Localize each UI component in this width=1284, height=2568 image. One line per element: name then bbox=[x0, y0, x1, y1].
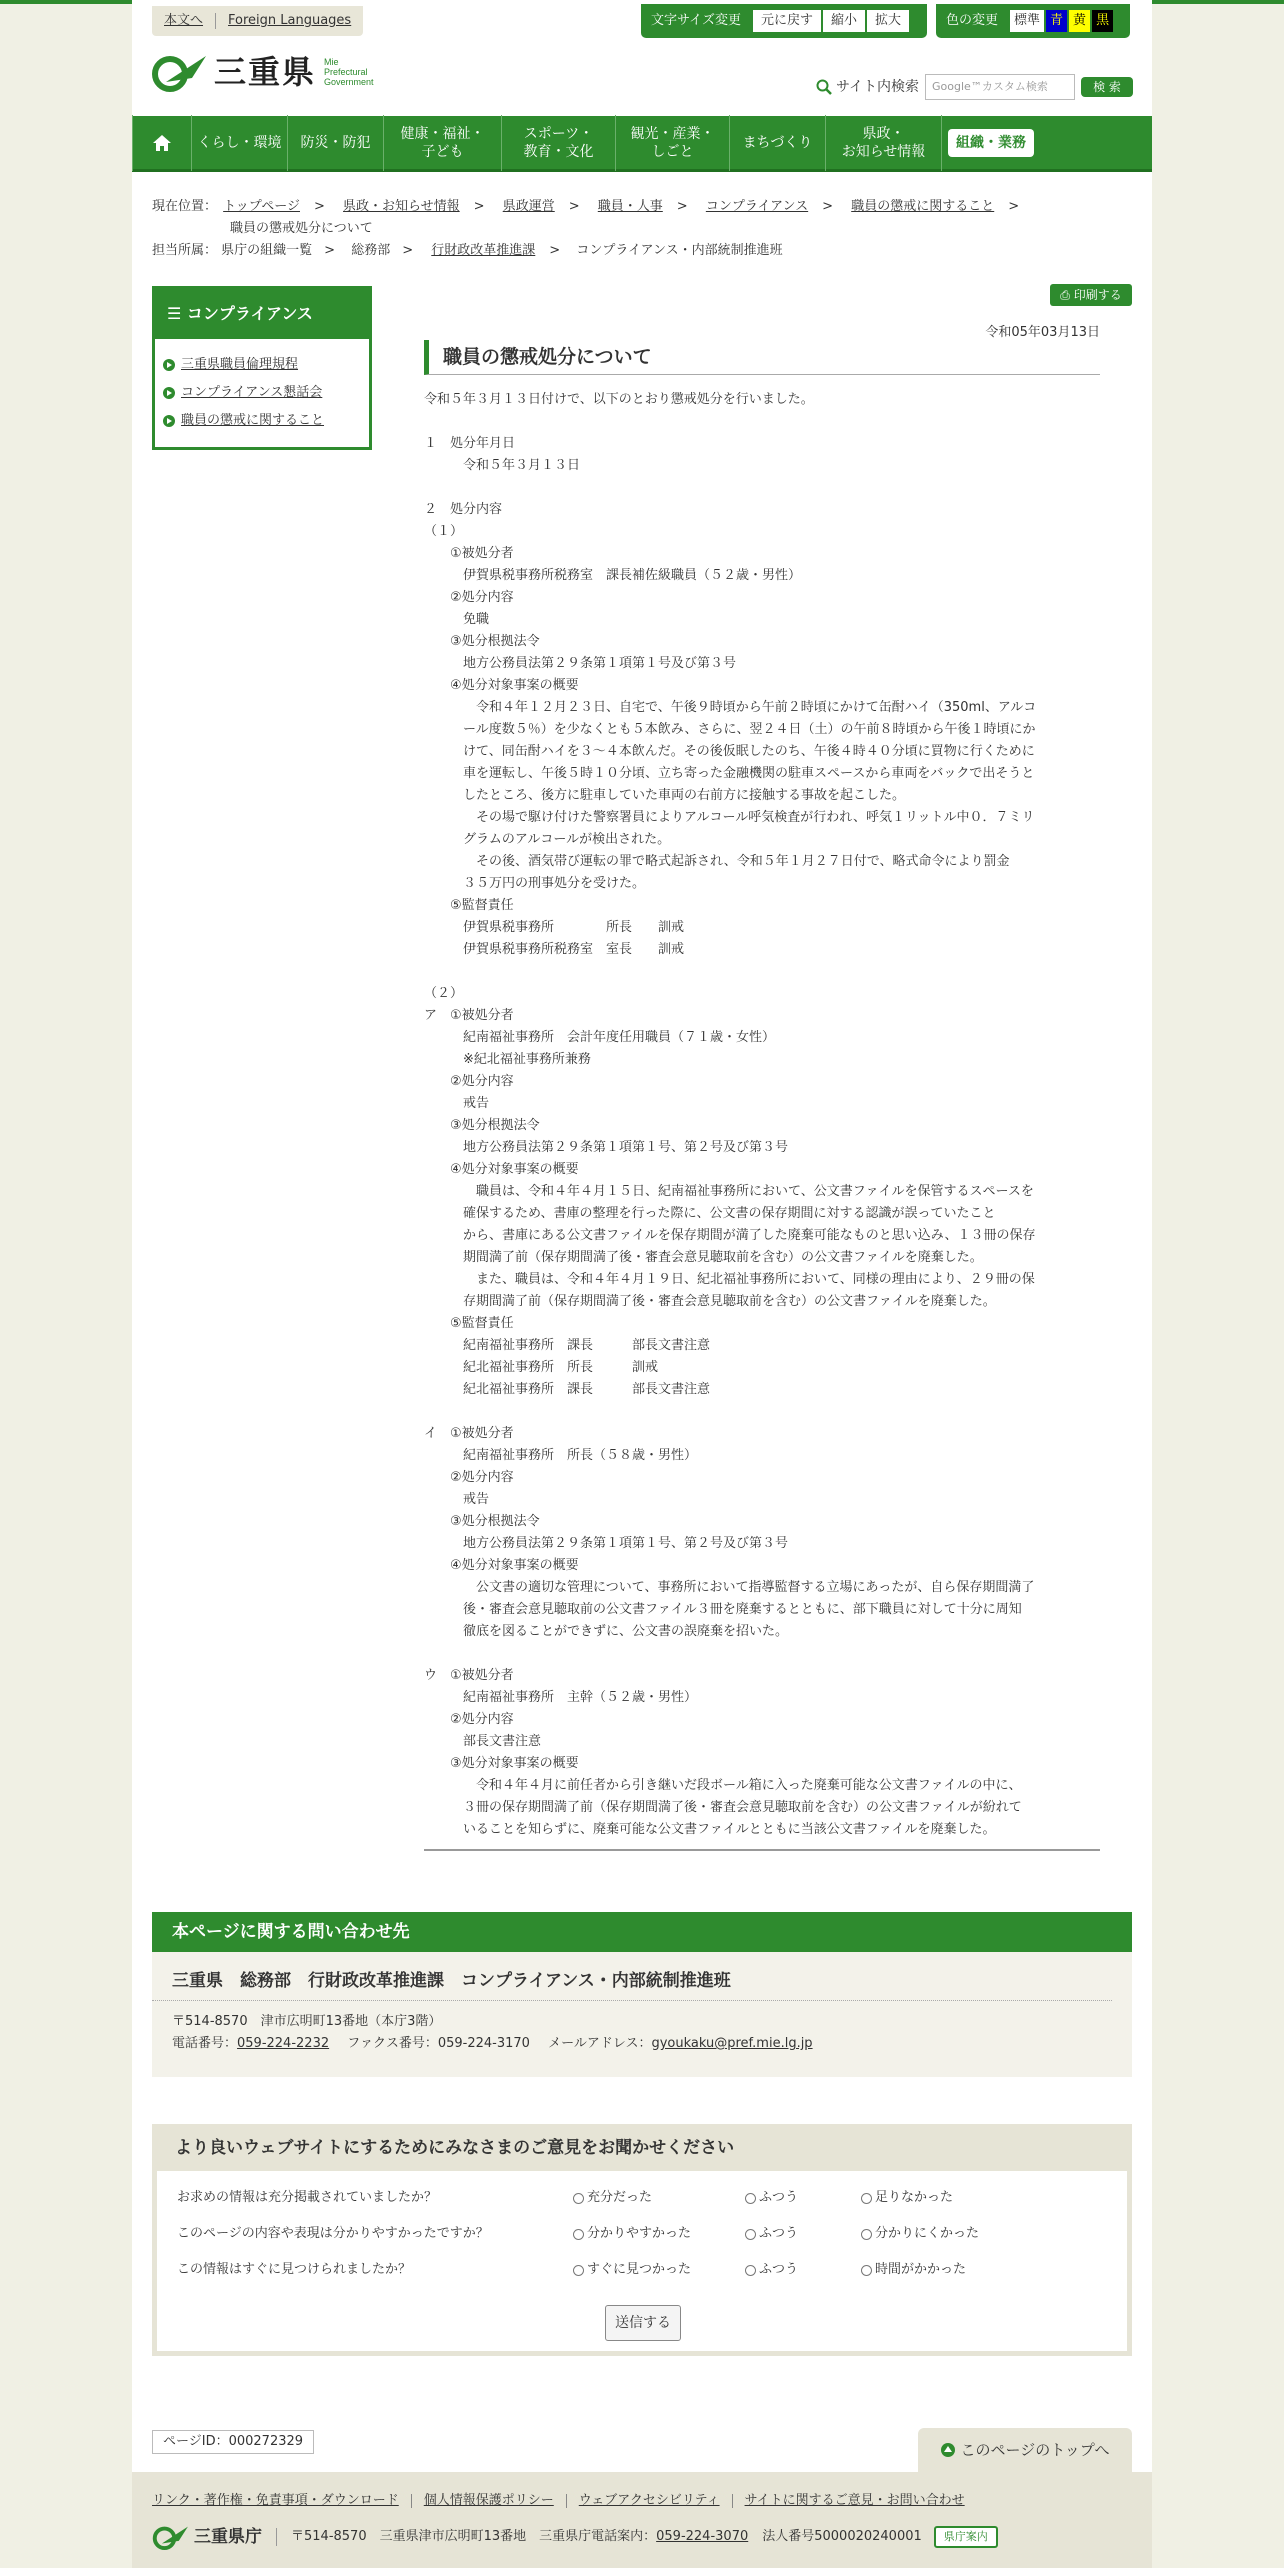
dept-item: 総務部 bbox=[351, 243, 391, 258]
article-line: ④処分対象事案の概要 bbox=[424, 1558, 579, 1573]
radio-icon[interactable] bbox=[861, 2229, 872, 2240]
article-line: ウ ①被処分者 bbox=[424, 1668, 514, 1683]
article-text bbox=[424, 389, 1100, 1841]
breadcrumb-link[interactable]: 県政運営 bbox=[502, 199, 555, 214]
radio-icon[interactable] bbox=[745, 2193, 756, 2204]
footer bbox=[132, 2472, 1152, 2568]
inquiry-title: 本ページに関する問い合わせ先 bbox=[152, 1912, 1132, 1952]
breadcrumb-separator: > bbox=[1008, 199, 1020, 214]
nav-item-bousai[interactable]: 防災・防犯 bbox=[288, 115, 384, 171]
survey-option[interactable] bbox=[745, 2259, 798, 2281]
foreign-languages-link[interactable]: Foreign Languages bbox=[228, 13, 352, 28]
radio-icon[interactable] bbox=[745, 2229, 756, 2240]
page-id: ページID：000272329 bbox=[152, 2430, 314, 2454]
footer-link[interactable]: 個人情報保護ポリシー bbox=[423, 2493, 554, 2508]
article-line: から、書庫にある公文書ファイルを保存期間が満了した廃棄可能なものと思い込み、１３冊の保存 bbox=[424, 1228, 1036, 1243]
footer-info bbox=[152, 2524, 998, 2550]
mie-emblem-icon bbox=[152, 2524, 190, 2550]
article-line: ①被処分者 bbox=[424, 546, 514, 561]
logo-english bbox=[324, 57, 374, 87]
option-label: 分かりにくかった bbox=[875, 2226, 980, 2241]
survey-option[interactable] bbox=[573, 2187, 652, 2209]
feedback-survey bbox=[152, 2124, 1132, 2356]
arrow-bullet-icon bbox=[163, 387, 175, 399]
option-label: 足りなかった bbox=[875, 2190, 954, 2205]
fax-text: ファクス番号：059-224-3170 bbox=[347, 2036, 530, 2051]
search-icon bbox=[816, 79, 832, 95]
print-button[interactable] bbox=[1050, 284, 1132, 306]
office-guide-button[interactable]: 県庁案内 bbox=[934, 2526, 998, 2548]
inquiry-contact bbox=[152, 2033, 1132, 2077]
side-menu-item[interactable] bbox=[163, 383, 365, 403]
color-blue-button[interactable]: 青 bbox=[1046, 10, 1067, 32]
article-line: 紀北福祉事務所 課長 部長文書注意 bbox=[424, 1382, 711, 1397]
breadcrumb-link[interactable]: コンプライアンス bbox=[705, 199, 809, 214]
article-line bbox=[424, 961, 1100, 983]
color-label: 色の変更 bbox=[946, 13, 999, 28]
divider bbox=[566, 2494, 567, 2508]
article-line: ３冊の保存期間満了前（保存期間満了後・審査会意見聴取前を含む）の公文書ファイルが紛れて bbox=[424, 1800, 1022, 1815]
tel-link[interactable]: 059-224-2232 bbox=[237, 2036, 330, 2051]
publish-date: 令和05年03月13日 bbox=[985, 325, 1100, 340]
article-line: 紀南福祉事務所 主幹（５２歳・男性） bbox=[424, 1690, 698, 1705]
article-line: 令和４年１２月２３日、自宅で、午後９時頃から午前２時頃にかけて缶酎ハイ（350ml、アルコ bbox=[424, 700, 1037, 715]
radio-icon[interactable] bbox=[573, 2229, 584, 2240]
nav-item-kenkou[interactable]: 健康・福祉・ 子ども bbox=[384, 115, 502, 171]
article-line: 地方公務員法第２９条第１項第１号、第２号及び第３号 bbox=[424, 1536, 789, 1551]
article-line: イ ①被処分者 bbox=[424, 1426, 514, 1441]
arrow-up-icon bbox=[941, 2443, 955, 2457]
page-container bbox=[132, 0, 1152, 2568]
survey-option[interactable] bbox=[861, 2259, 966, 2281]
article-line: 徹底を図ることができずに、公文書の誤廃棄を招いた。 bbox=[424, 1624, 789, 1639]
footer-address: 〒514-8570 三重県津市広明町13番地 三重県庁電話案内： bbox=[291, 2529, 657, 2544]
survey-question: このページの内容や表現は分かりやすかったですか？ bbox=[177, 2226, 489, 2241]
footer-logo-name: 三重県庁 bbox=[194, 2527, 262, 2547]
survey-question: この情報はすぐに見つけられましたか？ bbox=[177, 2262, 412, 2277]
article-line: 戒告 bbox=[424, 1096, 490, 1111]
article-line: グラムのアルコールが検出された。 bbox=[424, 832, 671, 847]
search-button[interactable]: 検 索 bbox=[1081, 77, 1133, 97]
breadcrumb-separator: > bbox=[822, 199, 834, 214]
survey-question: お求めの情報は充分掲載されていましたか？ bbox=[177, 2190, 438, 2205]
breadcrumb-separator: > bbox=[314, 199, 325, 214]
dept-item: コンプライアンス・内部統制推進班 bbox=[576, 243, 783, 258]
article-end-rule bbox=[424, 1849, 1100, 1851]
breadcrumb-link[interactable]: トップページ bbox=[223, 199, 300, 214]
article-line: 紀南福祉事務所 会計年度任用職員（７１歳・女性） bbox=[424, 1030, 776, 1045]
survey-body bbox=[157, 2171, 1127, 2351]
dept-item: 県庁の組織一覧 bbox=[221, 243, 313, 258]
side-menu-link[interactable]: 三重県職員倫理規程 bbox=[181, 357, 299, 372]
font-size-label: 文字サイズ変更 bbox=[651, 13, 741, 28]
option-label: ふつう bbox=[759, 2262, 799, 2277]
mail-link[interactable]: gyoukaku@pref.mie.lg.jp bbox=[651, 2036, 813, 2051]
article-line: 伊賀県税事務所税務室 課長補佐級職員（５２歳・男性） bbox=[424, 568, 802, 583]
radio-icon[interactable] bbox=[861, 2193, 872, 2204]
nav-item-soshiki[interactable]: 組織・業務 bbox=[948, 129, 1034, 157]
dept-link[interactable]: 行財政改革推進課 bbox=[431, 243, 536, 258]
article-line: （２） bbox=[424, 986, 464, 1001]
article-line: ②処分内容 bbox=[424, 590, 514, 605]
breadcrumb-separator: > bbox=[473, 199, 485, 214]
article-line bbox=[424, 411, 1100, 433]
option-label: ふつう bbox=[759, 2190, 799, 2205]
article-line: 紀南福祉事務所 課長 部長文書注意 bbox=[424, 1338, 711, 1353]
article-line: 確保するため、書庫の整理を行った際に、公文書の保存期間に対する認識が誤っていたこと bbox=[424, 1206, 996, 1221]
article-line: 戒告 bbox=[424, 1492, 490, 1507]
article-line: 伊賀県税事務所 所長 訓戒 bbox=[424, 920, 685, 935]
font-reset-button[interactable]: 元に戻す bbox=[753, 10, 821, 32]
breadcrumb-separator: > bbox=[676, 199, 688, 214]
logo-eng-line3: Government bbox=[324, 77, 374, 87]
option-label: 分かりやすかった bbox=[587, 2226, 692, 2241]
article-line: ３５万円の刑事処分を受けた。 bbox=[424, 876, 646, 891]
footer-corp-number: 法人番号5000020240001 bbox=[762, 2529, 922, 2544]
footer-links bbox=[152, 2490, 965, 2512]
breadcrumb-link[interactable]: 職員の懲戒に関すること bbox=[851, 199, 995, 214]
font-small-button[interactable]: 縮小 bbox=[823, 10, 865, 32]
arrow-bullet-icon bbox=[163, 359, 175, 371]
article-line: ⑤監督責任 bbox=[424, 1316, 514, 1331]
skip-to-body-link[interactable]: 本文へ bbox=[164, 13, 204, 28]
printer-icon: ⎙ bbox=[1060, 288, 1074, 302]
article-line: ③処分対象事案の概要 bbox=[424, 1756, 579, 1771]
divider bbox=[215, 13, 216, 29]
radio-icon[interactable] bbox=[861, 2265, 872, 2276]
home-icon bbox=[152, 134, 172, 152]
back-to-top-link[interactable] bbox=[918, 2428, 1132, 2472]
survey-option[interactable] bbox=[573, 2223, 691, 2245]
article-line: したところ、後方に駐車していた車両の右前方に接触する事故を起こした。 bbox=[424, 788, 906, 803]
survey-submit-button[interactable]: 送信する bbox=[605, 2305, 681, 2341]
article-line: ※紀北福祉事務所兼務 bbox=[424, 1052, 591, 1067]
article-line: ②処分内容 bbox=[424, 1712, 514, 1727]
footer-link[interactable]: リンク・著作権・免責事項・ダウンロード bbox=[152, 2493, 399, 2508]
inquiry-address: 〒514-8570 津市広明町13番地（本庁3階） bbox=[172, 2014, 442, 2029]
survey-option[interactable] bbox=[745, 2223, 798, 2245]
mail-label: メールアドレス： bbox=[548, 2036, 652, 2051]
nav-item-kurashi[interactable]: くらし・環境 bbox=[192, 115, 288, 171]
footer-logo bbox=[152, 2524, 262, 2550]
print-label: 印刷する bbox=[1073, 288, 1122, 302]
option-label: 時間がかかった bbox=[875, 2262, 967, 2277]
article-line: ③処分根拠法令 bbox=[424, 634, 540, 649]
font-size-control bbox=[641, 4, 927, 38]
article-line: 伊賀県税事務所税務室 室長 訓戒 bbox=[424, 942, 685, 957]
logo-eng-line2: Prefectural bbox=[324, 67, 368, 77]
global-nav bbox=[132, 116, 1152, 172]
article-line bbox=[424, 1401, 1100, 1423]
color-change-control bbox=[936, 4, 1130, 38]
logo-name: 三重県 bbox=[214, 53, 317, 91]
radio-icon[interactable] bbox=[573, 2193, 584, 2204]
article-line: その場で駆け付けた警察署員によりアルコール呼気検査が行われ、呼気１リットル中０．７ミリ bbox=[424, 810, 1035, 825]
article-line: ア ①被処分者 bbox=[424, 1008, 514, 1023]
arrow-bullet-icon bbox=[163, 415, 175, 427]
breadcrumb-link[interactable]: 職員・人事 bbox=[597, 199, 663, 214]
article-line: 令和５年３月１３日付けで、以下のとおり懲戒処分を行いました。 bbox=[424, 392, 814, 407]
article-line: ②処分内容 bbox=[424, 1470, 514, 1485]
site-search bbox=[816, 74, 1133, 100]
search-label: サイト内検索 bbox=[836, 79, 920, 95]
article-line: ２ 処分内容 bbox=[424, 502, 503, 517]
side-menu-item[interactable] bbox=[163, 355, 365, 375]
footer-link[interactable]: ウェブアクセシビリティ bbox=[578, 2493, 720, 2508]
article-line: 期間満了前（保存期間満了後・審査会意見聴取前を含む）の公文書ファイルを廃棄した。 bbox=[424, 1250, 983, 1265]
color-standard-button[interactable]: 標準 bbox=[1010, 10, 1044, 32]
article-line: その後、酒気帯び運転の罪で略式起訴され、令和５年１月２７日付で、略式命令により罰金 bbox=[424, 854, 1010, 869]
breadcrumb-separator: > bbox=[324, 243, 336, 258]
survey-option[interactable] bbox=[573, 2259, 691, 2281]
article-line: 職員は、令和４年４月１５日、紀南福祉事務所において、公文書ファイルを保管するスペースを bbox=[424, 1184, 1034, 1199]
site-logo[interactable] bbox=[152, 52, 374, 92]
survey-option[interactable] bbox=[861, 2187, 953, 2209]
radio-icon[interactable] bbox=[745, 2265, 756, 2276]
breadcrumb-separator: > bbox=[402, 243, 414, 258]
article-line: 紀南福祉事務所 所長（５８歳・男性） bbox=[424, 1448, 698, 1463]
article-line: いることを知らずに、廃棄可能な公文書ファイルとともに当該公文書ファイルを廃棄した。 bbox=[424, 1822, 996, 1837]
survey-option[interactable] bbox=[861, 2223, 979, 2245]
breadcrumb bbox=[152, 196, 1132, 262]
nav-item-kensei[interactable]: 県政・ お知らせ情報 bbox=[826, 115, 942, 171]
skip-links bbox=[152, 6, 363, 36]
dept-label: 担当所属： bbox=[152, 243, 218, 258]
article-line: ④処分対象事案の概要 bbox=[424, 1162, 579, 1177]
page-title: 職員の懲戒処分について bbox=[424, 340, 1100, 375]
breadcrumb-link[interactable]: 県政・お知らせ情報 bbox=[343, 199, 460, 214]
article-line: ③処分根拠法令 bbox=[424, 1118, 540, 1133]
side-menu-item[interactable] bbox=[163, 411, 365, 431]
nav-item-kankou[interactable]: 観光・産業・ しごと bbox=[616, 115, 730, 171]
option-label: ふつう bbox=[759, 2226, 799, 2241]
color-yellow-button[interactable]: 黄 bbox=[1069, 10, 1090, 32]
article-line: ⑤監督責任 bbox=[424, 898, 514, 913]
article-line: ④処分対象事案の概要 bbox=[424, 678, 579, 693]
article-line: 公文書の適切な管理について、事務所において指導監督する立場にあったが、自ら保存期間満了 bbox=[424, 1580, 1035, 1595]
article-line: 存期間満了前（保存期間満了後・審査会意見聴取前を含む）の公文書ファイルを廃棄した。 bbox=[424, 1294, 996, 1309]
article-line: ール度数５％）を少なくとも５本飲み、さらに、翌２４日（土）の午前８時頃から午後１時頃にか bbox=[424, 722, 1036, 737]
side-menu bbox=[152, 286, 372, 450]
article-line: １ 処分年月日 bbox=[424, 436, 516, 451]
article-line bbox=[424, 1643, 1100, 1665]
article-line: 地方公務員法第２９条第１項第１号、第２号及び第３号 bbox=[424, 1140, 789, 1155]
article-line: また、職員は、令和４年４月１９日、紀北福祉事務所において、同様の理由により、２９冊の保 bbox=[424, 1272, 1035, 1287]
back-to-top-label: このページのトップへ bbox=[960, 2441, 1110, 2459]
article-line: けて、同缶酎ハイを３～４本飲んだ。その後仮眠したのち、午後４時４０分頃に買物に行くために bbox=[424, 744, 1035, 759]
survey-title: より良いウェブサイトにするためにみなさまのご意見をお聞かせください bbox=[175, 2138, 735, 2158]
breadcrumb-separator: > bbox=[549, 243, 561, 258]
font-large-button[interactable]: 拡大 bbox=[867, 10, 909, 32]
divider bbox=[411, 2494, 412, 2508]
color-black-button[interactable]: 黒 bbox=[1092, 10, 1113, 32]
article-line bbox=[424, 477, 1100, 499]
option-label: 充分だった bbox=[587, 2190, 653, 2205]
tel-label: 電話番号： bbox=[172, 2036, 238, 2051]
article-line: 免職 bbox=[424, 612, 490, 627]
article-line: 令和４年４月に前任者から引き継いだ段ボール箱に入った廃棄可能な公文書ファイルの中に、 bbox=[424, 1778, 1022, 1793]
article-line: （１） bbox=[424, 524, 464, 539]
article-line: 令和５年３月１３日 bbox=[424, 458, 581, 473]
side-menu-link[interactable]: 職員の懲戒に関すること bbox=[181, 413, 325, 428]
breadcrumb-label: 現在位置： bbox=[152, 199, 218, 214]
article-line: 部長文書注意 bbox=[424, 1734, 542, 1749]
article-line: ③処分根拠法令 bbox=[424, 1514, 540, 1529]
article-body bbox=[424, 340, 1100, 1851]
radio-icon[interactable] bbox=[573, 2265, 584, 2276]
nav-item-machizukuri[interactable]: まちづくり bbox=[730, 115, 826, 171]
mie-emblem-icon bbox=[152, 52, 208, 92]
side-menu-title-text: コンプライアンス bbox=[186, 304, 313, 323]
footer-tel-link[interactable]: 059-224-3070 bbox=[656, 2529, 749, 2544]
option-label: すぐに見つかった bbox=[587, 2262, 692, 2277]
menu-icon: ☰ bbox=[167, 304, 187, 323]
breadcrumb-separator: > bbox=[568, 199, 580, 214]
divider bbox=[276, 2528, 277, 2546]
article-line: 後・審査会意見聴取前の公文書ファイル３冊を廃棄するとともに、部下職員に対して十分に周知 bbox=[424, 1602, 1022, 1617]
article-line: 紀北福祉事務所 所長 訓戒 bbox=[424, 1360, 659, 1375]
article-line: 車を運転し、午後５時１０分頃、立ち寄った金融機関の駐車スペースから車両をバックで出そうと bbox=[424, 766, 1035, 781]
inquiry-box bbox=[152, 1912, 1132, 2077]
nav-home[interactable] bbox=[132, 115, 192, 171]
article-line: 地方公務員法第２９条第１項第１号及び第３号 bbox=[424, 656, 737, 671]
logo-eng-line1: Mie bbox=[324, 57, 339, 67]
inquiry-dept: 三重県 総務部 行財政改革推進課 コンプライアンス・内部統制推進班 bbox=[152, 1952, 1112, 2001]
nav-item-sports[interactable]: スポーツ・ 教育・文化 bbox=[502, 115, 616, 171]
divider bbox=[732, 2494, 733, 2508]
side-menu-link[interactable]: コンプライアンス懇話会 bbox=[181, 385, 323, 400]
article-line: ②処分内容 bbox=[424, 1074, 514, 1089]
side-menu-title bbox=[155, 289, 369, 339]
search-input[interactable]: Google™カスタム検索 bbox=[925, 74, 1075, 100]
footer-link[interactable]: サイトに関するご意見・お問い合わせ bbox=[744, 2493, 965, 2508]
survey-option[interactable] bbox=[745, 2187, 798, 2209]
breadcrumb-current: 職員の懲戒処分について bbox=[230, 221, 373, 236]
